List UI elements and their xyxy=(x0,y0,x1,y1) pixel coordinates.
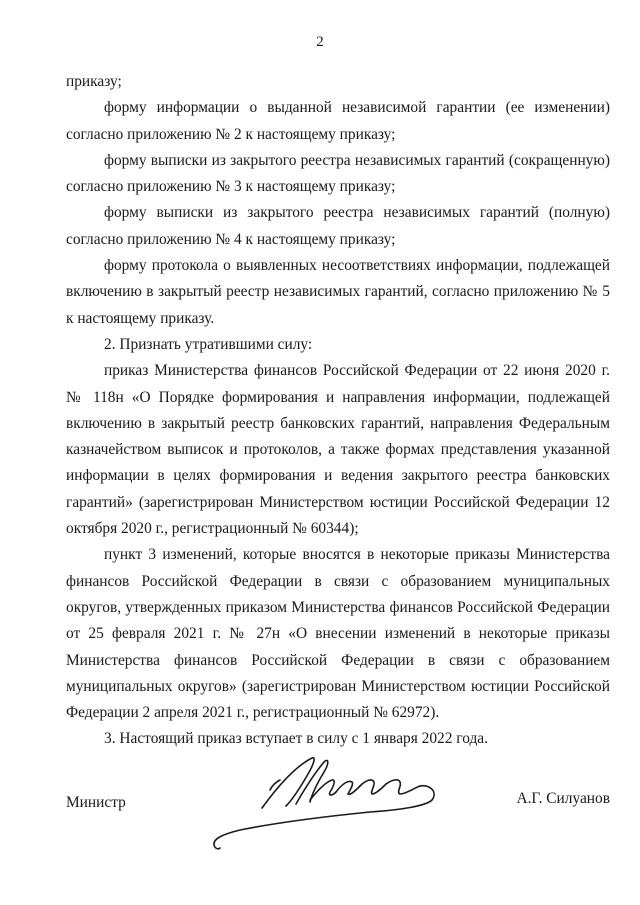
paragraph-1: приказу; xyxy=(66,73,122,90)
paragraph-4: форму выписки из закрытого реестра независимых гарантий (полную) согласно приложению № 4 к настоящему приказу; xyxy=(66,204,610,248)
signatory-name: А.Г. Силуанов xyxy=(516,790,610,807)
paragraph-6: 2. Признать утратившими силу: xyxy=(104,335,313,353)
paragraph-2: форму информации о выданной независимой гарантии (ее изменении) согласно приложению № 2 к настоящему приказу; xyxy=(66,99,610,143)
handwritten-signature xyxy=(200,746,460,856)
page-number: 2 xyxy=(316,34,324,50)
paragraph-8: пункт 3 изменений, которые вносятся в некоторые приказы Министерства финансов Российской Федерации в связи с образованием муниципальных округов, утвержденных приказом Министерства финансов Российской Федерации от 25 февраля 2021 г. № 27н «О внесении изменений в некоторые приказы Министерства финансов Российской Федерации в связи с образованием муниципальных округов» (зарегистрирован Министерством юстиции Российской Федерации 2 апреля 2021 г., регистрационный № 62972). xyxy=(66,546,610,722)
paragraph-5: форму протокола о выявленных несоответствиях информации, подлежащей включению в закрытый реестр независимых гарантий, согласно приложению № 5 к настоящему приказу. xyxy=(66,257,610,327)
paragraph-3: форму выписки из закрытого реестра независимых гарантий (сокращенную) согласно приложению № 3 к настоящему приказу; xyxy=(66,151,610,196)
paragraph-7: приказ Министерства финансов Российской Федерации от 22 июня 2020 г. № 118н «О Порядке формирования и направления информации, подлежащей включению в закрытый реестр банковских гарантий, направления Федеральным казначейством выписок и протоколов, а также формах представления указанной информации в целях формирования и ведения закрытого реестра банковских гарантий» (зарегистрирован Министерством юстиции Российской Федерации 12 октября 2020 г., регистрационный № 60344); xyxy=(66,362,610,538)
signature-block xyxy=(0,746,640,866)
signatory-title: Министр xyxy=(66,794,126,811)
document-body xyxy=(66,69,610,753)
paragraph-9: 3. Настоящий приказ вступает в силу с 1 января 2022 года. xyxy=(104,730,488,748)
